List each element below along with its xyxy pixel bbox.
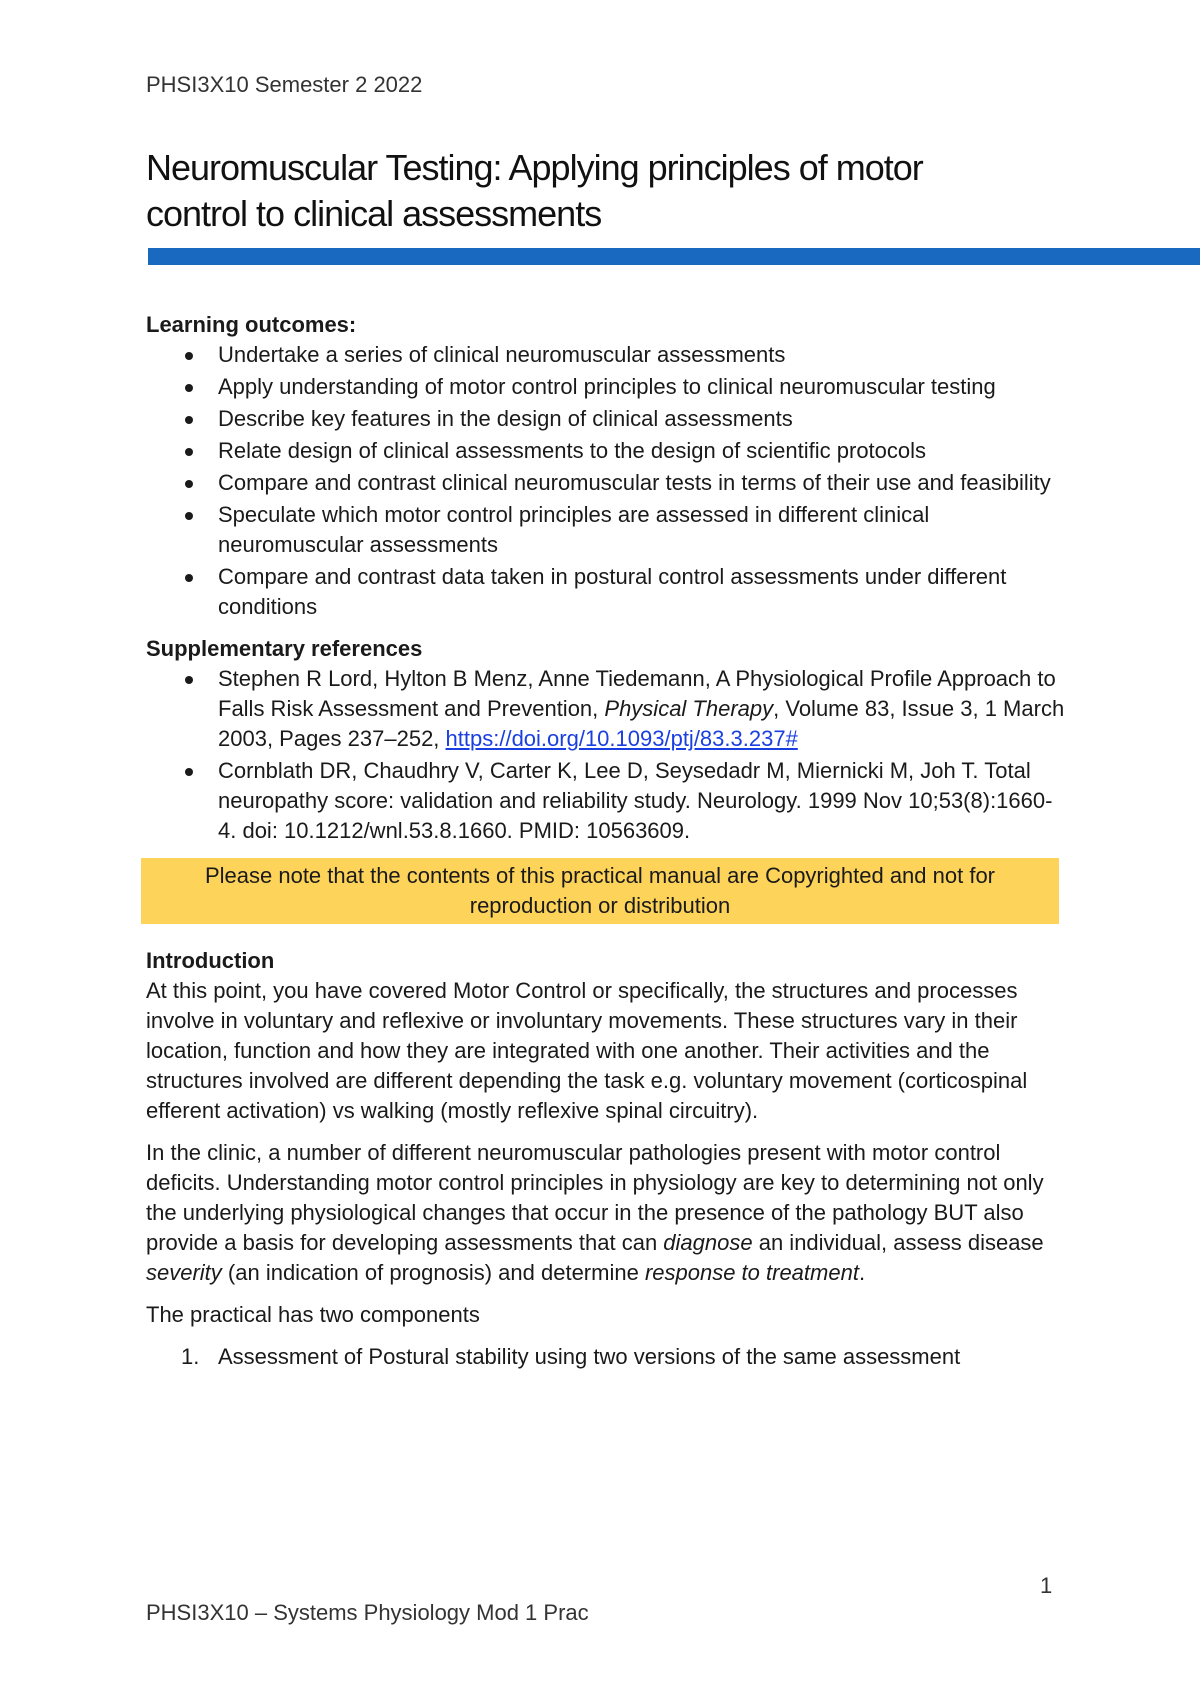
introduction-paragraph-2 — [146, 1138, 1066, 1288]
supplementary-references-heading: Supplementary references — [146, 636, 423, 661]
journal-name: Physical Therapy — [604, 696, 774, 721]
list-item: Relate design of clinical assessments to the design of scientific protocols — [218, 436, 1066, 466]
paragraph-text: an individual, assess disease — [752, 1230, 1044, 1255]
list-item: Compare and contrast data taken in postural control assessments under different conditions — [218, 562, 1066, 622]
components-list — [146, 1342, 1066, 1372]
introduction-paragraph-1: At this point, you have covered Motor Control or specifically, the structures and processes involve in voluntary and reflexive or involuntary movements. These structures vary in their location, function and how they are integrated with one another. Their activities and the structures involved are different depending the task e.g. voluntary movement (corticospinal efferent activation) vs walking (mostly reflexive spinal circuitry). — [146, 978, 1028, 1123]
list-item: Compare and contrast clinical neuromuscular tests in terms of their use and feasibility — [218, 468, 1066, 498]
document-body — [146, 310, 1066, 1372]
reference-text: , Volume 83, Issue 3, 1 March 2003, Pages 237–252, — [218, 696, 1065, 751]
reference-text: Stephen R Lord, Hylton B Menz, Anne Tiedemann, A Physiological Profile Approach to Falls Risk Assessment and Prevention, — [218, 666, 1056, 721]
reference-item-2: Cornblath DR, Chaudhry V, Carter K, Lee D, Seysedadr M, Miernicki M, Joh T. Total neuropathy score: validation and reliability study. Neurology. 1999 Nov 10;53(8):1660-4. doi: 10.1212/wnl.53.8.1660. PMID: 10563609. — [218, 756, 1066, 846]
list-item: Undertake a series of clinical neuromuscular assessments — [218, 340, 1066, 370]
learning-outcomes-heading: Learning outcomes: — [146, 312, 357, 337]
page-footer: PHSI3X10 – Systems Physiology Mod 1 Prac — [146, 1600, 589, 1625]
emphasis-severity: severity — [146, 1260, 222, 1285]
emphasis-diagnose: diagnose — [663, 1230, 753, 1255]
paragraph-text: (an indication of prognosis) and determine — [221, 1260, 645, 1285]
introduction-paragraph-3: The practical has two components — [146, 1302, 480, 1327]
paragraph-text: In the clinic, a number of different neuromuscular pathologies present with motor control deficits. Understanding motor control principles in physiology are key to determining not only the underlying physiological changes that occur in the presence of the pathology BUT also provide a basis for developing assessments that can — [146, 1140, 1044, 1255]
list-item: Speculate which motor control principles are assessed in different clinical neuromuscular assessments — [218, 500, 1066, 560]
item-number: 1. — [181, 1344, 200, 1369]
learning-outcomes-list — [146, 340, 1066, 622]
title-line-1: Neuromuscular Testing: Applying principles of motor — [146, 147, 923, 188]
list-item: Describe key features in the design of clinical assessments — [218, 404, 1066, 434]
reference-item-1 — [218, 664, 1066, 754]
introduction-heading: Introduction — [146, 948, 275, 973]
doi-link[interactable]: https://doi.org/10.1093/ptj/83.3.237# — [445, 726, 798, 751]
title-underline-bar — [148, 248, 1200, 265]
list-item: Apply understanding of motor control principles to clinical neuromuscular testing — [218, 372, 1066, 402]
page-header: PHSI3X10 Semester 2 2022 — [146, 72, 423, 97]
document-title — [146, 145, 1076, 237]
copyright-notice: Please note that the contents of this practical manual are Copyrighted and not for reproduction or distribution — [141, 858, 1059, 924]
paragraph-text: . — [858, 1260, 866, 1285]
page-number: 1 — [1040, 1573, 1053, 1598]
item-text: Assessment of Postural stability using two versions of the same assessment — [218, 1344, 961, 1369]
references-list — [146, 664, 1066, 846]
title-line-2: control to clinical assessments — [146, 193, 602, 234]
emphasis-response: response to treatment — [644, 1260, 859, 1285]
list-item — [181, 1342, 1066, 1372]
